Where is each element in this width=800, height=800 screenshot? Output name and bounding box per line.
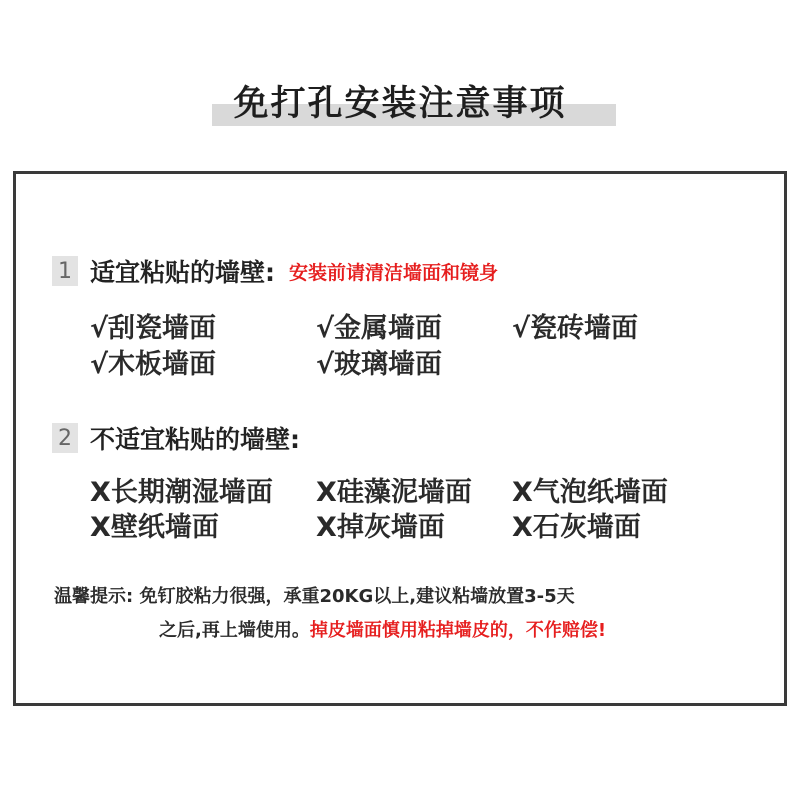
- section-2-heading: 不适宜粘贴的墙壁:: [90, 425, 300, 454]
- unsuitable-item: X气泡纸墙面: [512, 477, 668, 508]
- suitable-item: √玻璃墙面: [316, 349, 443, 380]
- title-wrap: [0, 72, 800, 126]
- suitable-item: √木板墙面: [90, 349, 217, 380]
- unsuitable-item: X长期潮湿墙面: [90, 477, 273, 508]
- tip-text-2: 之后,再上墙使用。: [159, 620, 310, 641]
- section-1-number: 1: [52, 256, 78, 286]
- tip-text-1: 免钉胶粘力很强，承重20KG以上,建议粘墙放置3-5天: [139, 586, 575, 607]
- page-title: 免打孔安装注意事项: [233, 84, 567, 124]
- tip-label: 温馨提示:: [54, 586, 134, 607]
- unsuitable-item: X石灰墙面: [512, 512, 641, 543]
- section-2-number: 2: [52, 423, 78, 453]
- section-2-header: [52, 420, 300, 456]
- section-1-heading: 适宜粘贴的墙壁:: [90, 258, 275, 287]
- tip-warning: 掉皮墙面慎用粘掉墙皮的，不作赔偿!: [309, 620, 607, 641]
- tip-line-2: [159, 616, 606, 642]
- unsuitable-item: X壁纸墙面: [90, 512, 219, 543]
- section-1-note: 安装前请清洁墙面和镜身: [289, 261, 499, 284]
- unsuitable-item: X掉灰墙面: [316, 512, 445, 543]
- suitable-item: √瓷砖墙面: [512, 313, 639, 344]
- suitable-item: √刮瓷墙面: [90, 313, 217, 344]
- section-1-header: [52, 253, 498, 289]
- unsuitable-item: X硅藻泥墙面: [316, 477, 472, 508]
- tip-line-1: [54, 582, 575, 608]
- suitable-item: √金属墙面: [316, 313, 443, 344]
